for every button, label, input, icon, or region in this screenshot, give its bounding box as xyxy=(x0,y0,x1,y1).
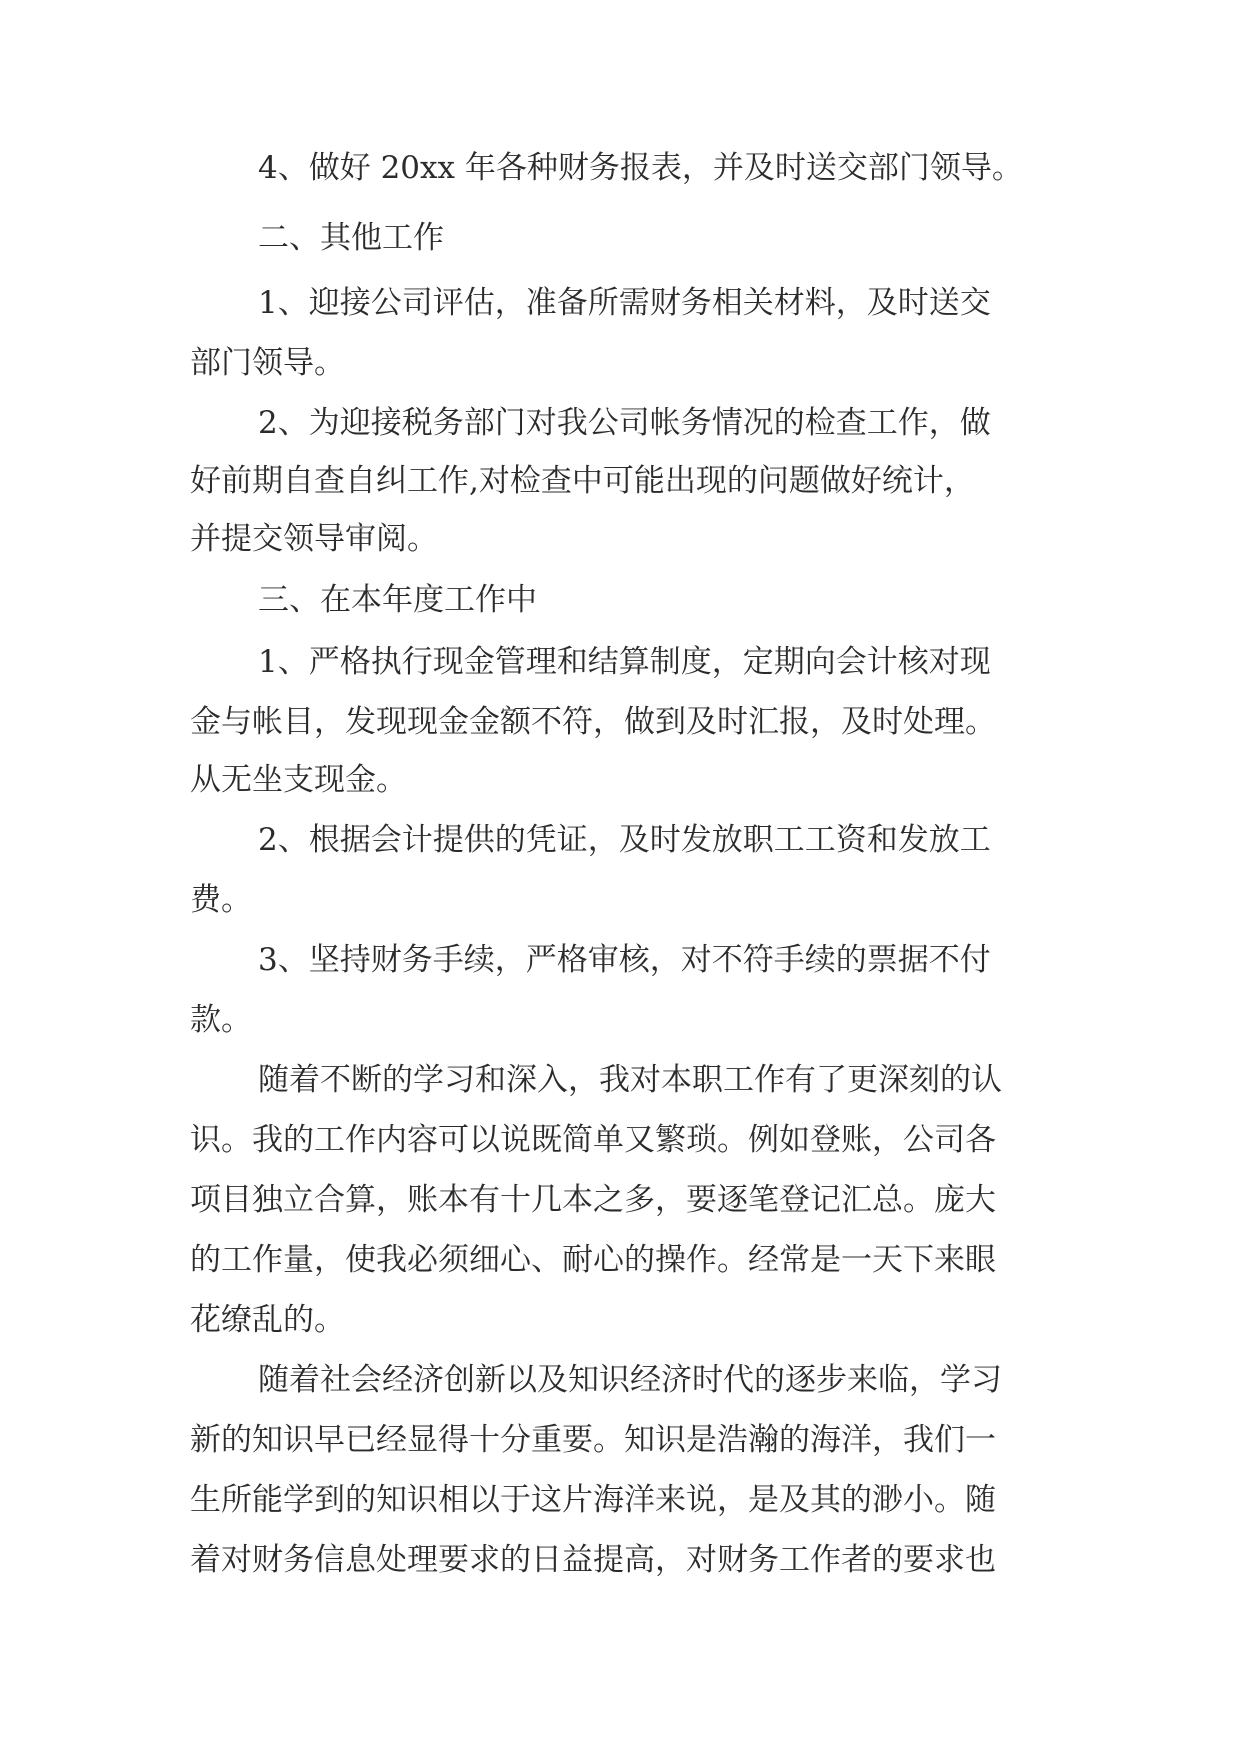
text-line-17: 识。我的工作内容可以说既简单又繁琐。例如登账，公司各 xyxy=(190,1122,996,1158)
text-line-23: 生所能学到的知识相以于这片海洋来说，是及其的渺小。随 xyxy=(190,1482,996,1518)
text-line-9: 1、严格执行现金管理和结算制度，定期向会计核对现 xyxy=(258,644,991,680)
text-line-6: 好前期自查自纠工作,对检查中可能出现的问题做好统计， xyxy=(190,463,975,499)
text-line-16: 随着不断的学习和深入，我对本职工作有了更深刻的认 xyxy=(258,1062,1002,1098)
text-line-4: 部门领导。 xyxy=(190,345,345,381)
text-line-22: 新的知识早已经显得十分重要。知识是浩瀚的海洋，我们一 xyxy=(190,1422,996,1458)
text-line-18: 项目独立合算，账本有十几本之多，要逐笔登记汇总。庞大 xyxy=(190,1182,996,1218)
text-line-2: 二、其他工作 xyxy=(258,220,444,256)
text-line-11: 从无坐支现金。 xyxy=(190,762,407,798)
text-line-21: 随着社会经济创新以及知识经济时代的逐步来临，学习 xyxy=(258,1362,1002,1398)
text-line-24: 着对财务信息处理要求的日益提高，对财务工作者的要求也 xyxy=(190,1542,996,1578)
text-line-19: 的工作量，使我必须细心、耐心的操作。经常是一天下来眼 xyxy=(190,1242,996,1278)
text-line-15: 款。 xyxy=(190,1002,252,1038)
text-line-20: 花缭乱的。 xyxy=(190,1302,345,1338)
text-line-12: 2、根据会计提供的凭证，及时发放职工工资和发放工 xyxy=(258,822,991,858)
text-line-3: 1、迎接公司评估，准备所需财务相关材料，及时送交 xyxy=(258,285,991,321)
text-line-8: 三、在本年度工作中 xyxy=(258,582,537,618)
text-line-1: 4、做好 20xx 年各种财务报表，并及时送交部门领导。 xyxy=(258,150,1023,186)
text-line-10: 金与帐目，发现现金金额不符，做到及时汇报，及时处理。 xyxy=(190,704,996,740)
text-line-13: 费。 xyxy=(190,882,252,918)
text-line-5: 2、为迎接税务部门对我公司帐务情况的检查工作，做 xyxy=(258,405,991,441)
text-line-14: 3、坚持财务手续，严格审核，对不符手续的票据不付 xyxy=(258,942,991,978)
text-line-7: 并提交领导审阅。 xyxy=(190,521,438,557)
